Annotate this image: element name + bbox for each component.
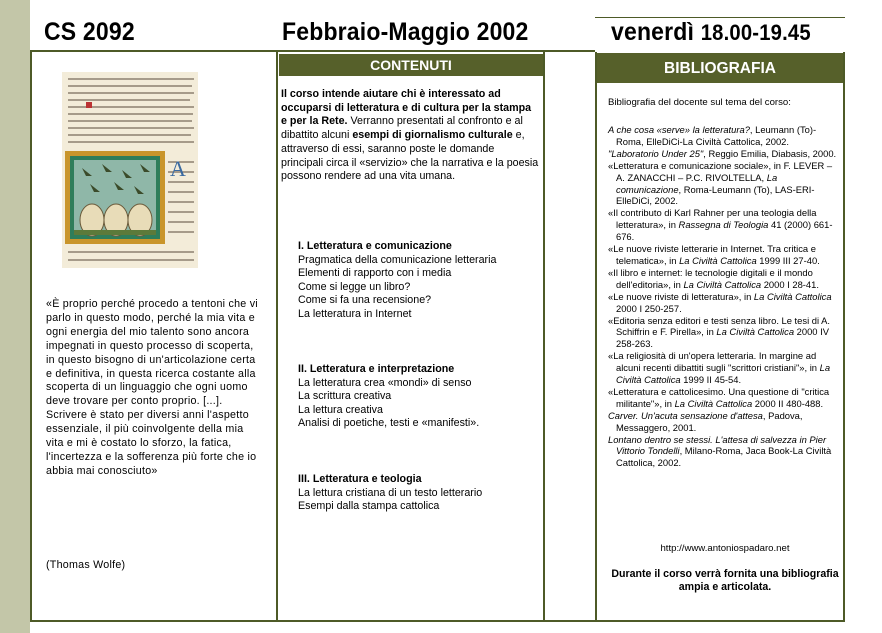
bibliography-entry: «Le nuove riviste letterarie in Internet. Tra critica e telematica», in La Civiltà Cattolica 1999 III 27-40.: [608, 243, 820, 266]
section-item: La lettura cristiana di un testo letterario: [298, 486, 483, 499]
bibliography-entry: «Letteratura e cattolicesimo. Una questione di "critica militante"», in La Civiltà Cattolica 2000 II 480-488.: [608, 385, 830, 409]
wolfe-quote: «È proprio perché procedo a tentoni che vi parlo in questo modo, perché la mia vita e ogni energia del mio talento sono ancora impegnati in questo processo di scoperta, in questo bisogno di un'articolazione certa e definitiva, in questa ricerca costante alla scoperta di un linguaggio che ogni uomo deve trovare per conto proprio. [...]. Scrivere è stato per diversi anni l'aspetto essenziale, il più coinvolgente della mia vita e mi è costato lo sforzo, la fatica, l'incertezza e la sofferenza più forte che io abbia mai conosciuto»: [46, 298, 258, 477]
course-period: Febbraio-Maggio 2002: [282, 18, 529, 46]
section-item: Esempi dalla stampa cattolica: [298, 500, 440, 512]
bibliography-entry: «Il libro e internet: le tecnologie digitali e il mondo dell'editoria», in La Civiltà Cattolica 2000 I 28-41.: [608, 266, 819, 290]
bibliography-entry: «Letteratura e comunicazione sociale», in F. LEVER – A. ZANACCHI – P.C. RIVOLTELLA, La comunicazione, Roma-Leumann (To), LAS-ERI-ElleDiCi, 2002.: [608, 159, 833, 207]
bibliography-list: [608, 124, 842, 469]
quote-author: (Thomas Wolfe): [46, 559, 126, 571]
section-item: La scrittura creativa: [298, 390, 392, 402]
bibliography-entry: "Laboratorio Under 25", Reggio Emilia, Diabasis, 2000.: [608, 147, 837, 159]
section-item: La letteratura crea «mondi» di senso: [298, 376, 472, 389]
left-decorative-bar: [0, 0, 30, 633]
svg-text:A: A: [170, 156, 186, 181]
intro-bold: Il corso intende aiutare chi è interessato ad occuparsi di letteratura e di cultura per la stampa e per la Rete.: [281, 88, 532, 128]
section-item: Come si legge un libro?: [298, 280, 411, 293]
section-item: Elementi di rapporto con i media: [298, 267, 452, 279]
manuscript-illustration: [62, 72, 198, 268]
section-2: [298, 363, 543, 431]
bibliography-intro: Bibliografia del docente sul tema del corso:: [608, 97, 791, 108]
bottom-rule: [30, 620, 844, 622]
frame-right: [843, 52, 845, 622]
divider-1: [276, 52, 278, 622]
bibliography-entry: «Editoria senza editori e testi senza libro. Le tesi di A. Schiffrin e F. Pirella», in La Civiltà Cattolica 2000 IV 258-263.: [608, 314, 830, 350]
section-item: Come si fa una recensione?: [298, 294, 432, 306]
contenuti-heading: CONTENUTI: [279, 54, 543, 76]
section-title: II. Letteratura e interpretazione: [298, 363, 455, 375]
section-3: [298, 473, 543, 514]
course-intro: [281, 88, 539, 184]
section-title: III. Letteratura e teologia: [298, 473, 422, 485]
intro-bold-2: esempi di giornalismo culturale: [352, 129, 513, 142]
bibliography-final-note: Durante il corso verrà fornita una bibliografia ampia e articolata.: [611, 568, 839, 593]
bibliography-entry: A che cosa «serve» la letteratura?, Leumann (To)-Roma, ElleDiCi-La Civiltà Cattolica, 2002.: [608, 124, 817, 147]
website-link[interactable]: http://www.antoniospadaro.net: [660, 543, 790, 554]
course-schedule: [611, 18, 811, 47]
section-title: I. Letteratura e comunicazione: [298, 240, 452, 252]
bibliografia-heading: BIBLIOGRAFIA: [597, 53, 843, 83]
bibliography-entry: Lontano dentro se stessi. L'attesa di salvezza in Pier Vittorio Tondelli, Milano-Roma, Jaca Book-La Civiltà Cattolica, 2002.: [608, 433, 832, 469]
intro-text-2: e, attraverso di essi, saranno poste le domande principali circa il «servizio» che la narrativa e la poesia possono rendere ad una vita umana.: [281, 129, 539, 183]
top-rule: [30, 50, 595, 52]
course-code: CS 2092: [44, 18, 135, 46]
course-day: venerdì: [611, 18, 695, 46]
divider-3: [595, 52, 597, 622]
bibliography-entry: «Il contributo di Karl Rahner per una teologia della letteratura», in Rassegna di Teologia 41 (2000) 661-676.: [608, 207, 833, 243]
top-right-rule: [595, 17, 845, 18]
section-item: La letteratura in Internet: [298, 307, 412, 320]
bibliography-entry: «Le nuove riviste di letteratura», in La Civiltà Cattolica 2000 I 250-257.: [608, 290, 832, 314]
bibliography-entry: Carver. Un'acuta sensazione d'attesa, Padova, Messaggero, 2001.: [608, 409, 803, 433]
section-item: Pragmatica della comunicazione letteraria: [298, 253, 497, 266]
divider-2: [543, 52, 545, 622]
frame-left: [30, 50, 32, 622]
section-1: [298, 240, 543, 321]
course-time: 18.00-19.45: [700, 20, 811, 45]
section-item: Analisi di poetiche, testi e «manifesti».: [298, 417, 480, 429]
bibliography-entry: «La religiosità di un'opera letteraria. In margine ad alcuni recenti dibattiti sugli "scrittori cristiani"», in La Civiltà Cattolica 1999 II 45-54.: [608, 350, 831, 386]
intro-text-1: Verranno presentati al confronto e al dibattito alcuni: [281, 115, 523, 142]
section-item: La lettura creativa: [298, 403, 383, 416]
